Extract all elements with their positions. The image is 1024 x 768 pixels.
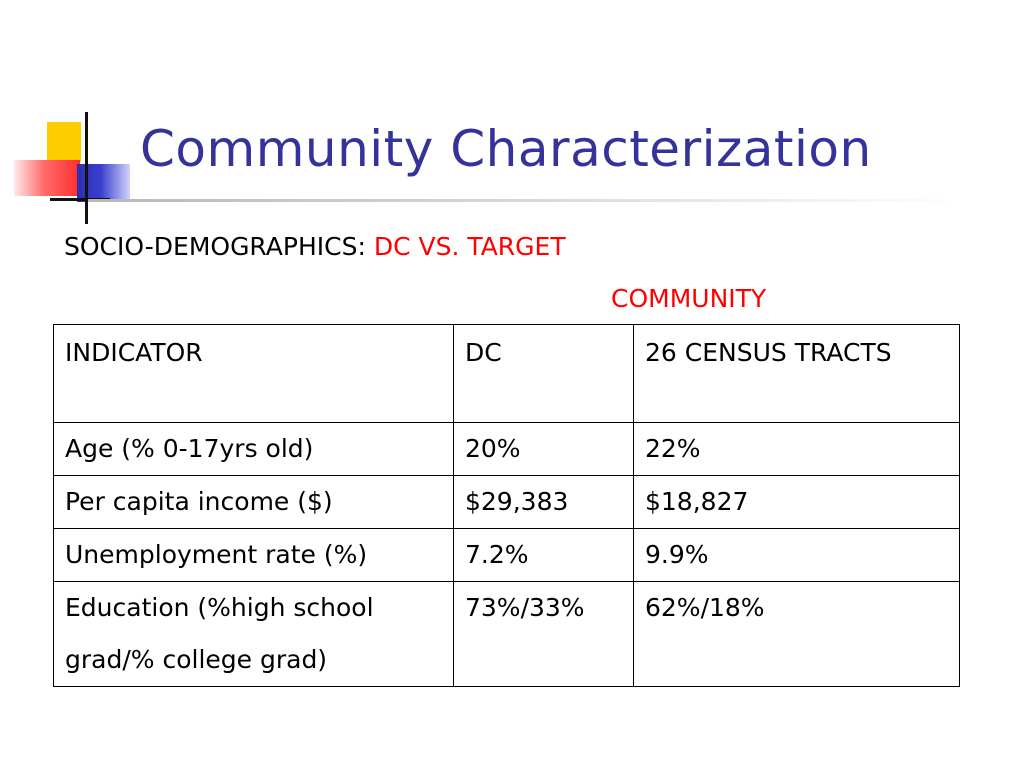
subtitle-label: SOCIO-DEMOGRAPHICS: bbox=[64, 232, 366, 261]
logo-yellow-square bbox=[47, 122, 81, 162]
cell-indicator: Education (%high school grad/% college grad) bbox=[54, 582, 454, 687]
slide-title: Community Characterization bbox=[140, 120, 872, 178]
table-row bbox=[54, 582, 960, 687]
subtitle-accent: DC VS. TARGET bbox=[373, 232, 566, 261]
subtitle-accent-continued: COMMUNITY bbox=[611, 284, 767, 313]
table-row bbox=[54, 423, 960, 476]
cell-dc: 73%/33% bbox=[454, 582, 634, 687]
cell-indicator: Unemployment rate (%) bbox=[54, 529, 454, 582]
cell-indicator: Per capita income ($) bbox=[54, 476, 454, 529]
header-indicator: INDICATOR bbox=[54, 325, 454, 423]
cell-indicator: Age (% 0-17yrs old) bbox=[54, 423, 454, 476]
logo-vertical-line bbox=[85, 112, 88, 224]
cell-census: $18,827 bbox=[634, 476, 960, 529]
cell-census: 22% bbox=[634, 423, 960, 476]
header-census-tracts: 26 CENSUS TRACTS bbox=[634, 325, 960, 423]
table-header-row bbox=[54, 325, 960, 423]
title-underline bbox=[88, 199, 968, 202]
cell-dc: 7.2% bbox=[454, 529, 634, 582]
cell-dc: $29,383 bbox=[454, 476, 634, 529]
cell-census: 9.9% bbox=[634, 529, 960, 582]
table-row bbox=[54, 476, 960, 529]
subtitle bbox=[64, 232, 566, 261]
header-dc: DC bbox=[454, 325, 634, 423]
cell-dc: 20% bbox=[454, 423, 634, 476]
logo-red-square bbox=[14, 160, 80, 196]
indicator-table bbox=[53, 324, 960, 687]
cell-census: 62%/18% bbox=[634, 582, 960, 687]
table-row bbox=[54, 529, 960, 582]
